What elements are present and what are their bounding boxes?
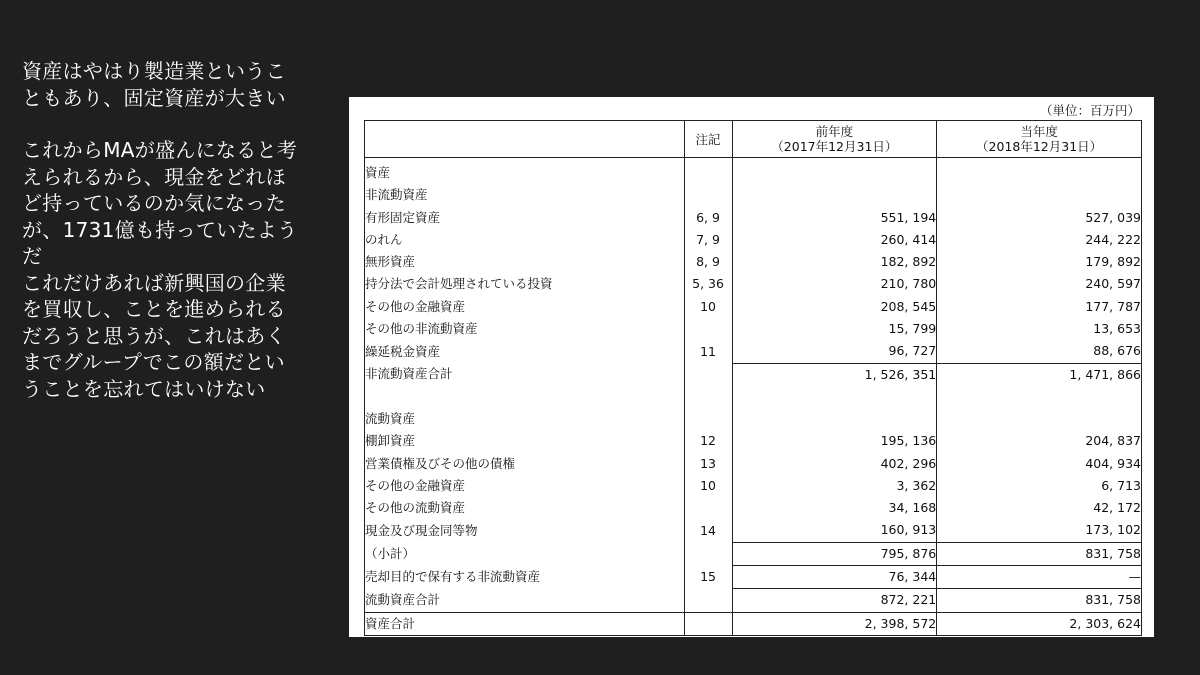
header-note: 注記 bbox=[684, 121, 732, 158]
table-row bbox=[365, 453, 1142, 475]
table-row bbox=[365, 296, 1142, 318]
row-curr-value: 831, 758 bbox=[937, 542, 1142, 565]
row-note bbox=[684, 386, 732, 408]
row-prev-value bbox=[732, 386, 937, 408]
row-note bbox=[684, 184, 732, 206]
row-curr-value: 204, 837 bbox=[937, 430, 1142, 452]
table-row bbox=[365, 229, 1142, 251]
row-note bbox=[684, 158, 732, 185]
row-curr-value: — bbox=[937, 566, 1142, 589]
table-row bbox=[365, 184, 1142, 206]
row-note: 13 bbox=[684, 453, 732, 475]
row-curr-value: 177, 787 bbox=[937, 296, 1142, 318]
row-prev-value: 872, 221 bbox=[732, 589, 937, 612]
row-label: のれん bbox=[365, 229, 685, 251]
row-note bbox=[684, 497, 732, 519]
row-note bbox=[684, 612, 732, 635]
row-label: 現金及び現金同等物 bbox=[365, 519, 685, 542]
row-label: 繰延税金資産 bbox=[365, 340, 685, 363]
row-curr-value: 831, 758 bbox=[937, 589, 1142, 612]
row-prev-value: 210, 780 bbox=[732, 273, 937, 295]
row-note: 11 bbox=[684, 340, 732, 363]
row-label: 流動資産 bbox=[365, 408, 685, 430]
row-prev-value: 96, 727 bbox=[732, 340, 937, 363]
header-curr-date: （2018年12月31日） bbox=[976, 139, 1103, 154]
row-label: 非流動資産 bbox=[365, 184, 685, 206]
row-prev-value: 160, 913 bbox=[732, 519, 937, 542]
row-note bbox=[684, 542, 732, 565]
row-prev-value: 795, 876 bbox=[732, 542, 937, 565]
table-row bbox=[365, 519, 1142, 542]
row-prev-value: 195, 136 bbox=[732, 430, 937, 452]
row-note: 14 bbox=[684, 519, 732, 542]
row-note: 8, 9 bbox=[684, 251, 732, 273]
row-prev-value: 3, 362 bbox=[732, 475, 937, 497]
row-curr-value: 13, 653 bbox=[937, 318, 1142, 340]
row-note: 10 bbox=[684, 296, 732, 318]
row-curr-value: 173, 102 bbox=[937, 519, 1142, 542]
row-prev-value: 34, 168 bbox=[732, 497, 937, 519]
row-label: 棚卸資産 bbox=[365, 430, 685, 452]
row-prev-value: 182, 892 bbox=[732, 251, 937, 273]
row-prev-value: 402, 296 bbox=[732, 453, 937, 475]
row-curr-value bbox=[937, 386, 1142, 408]
row-label: その他の金融資産 bbox=[365, 296, 685, 318]
note-paragraph-1: 資産はやはり製造業ということもあり、固定資産が大きい bbox=[22, 59, 286, 110]
table-row bbox=[365, 430, 1142, 452]
table-row bbox=[365, 408, 1142, 430]
row-curr-value: 179, 892 bbox=[937, 251, 1142, 273]
row-note: 12 bbox=[684, 430, 732, 452]
table-row bbox=[365, 340, 1142, 363]
row-curr-value bbox=[937, 408, 1142, 430]
row-label bbox=[365, 386, 685, 408]
table-row bbox=[365, 566, 1142, 589]
row-prev-value: 76, 344 bbox=[732, 566, 937, 589]
row-curr-value: 1, 471, 866 bbox=[937, 363, 1142, 386]
row-label: 資産 bbox=[365, 158, 685, 185]
row-curr-value: 404, 934 bbox=[937, 453, 1142, 475]
row-label: 営業債権及びその他の債権 bbox=[365, 453, 685, 475]
row-label: 流動資産合計 bbox=[365, 589, 685, 612]
row-label: 資産合計 bbox=[365, 612, 685, 635]
table-header-row bbox=[365, 121, 1142, 158]
table-row-subtotal bbox=[365, 542, 1142, 565]
balance-sheet-panel bbox=[349, 97, 1154, 637]
note-paragraph-3: これだけあれば新興国の企業を買収し、ことを進められるだろうと思うが、これはあくまでグループでこの額だということを忘れてはいけない bbox=[22, 270, 286, 401]
row-curr-value: 240, 597 bbox=[937, 273, 1142, 295]
row-note bbox=[684, 589, 732, 612]
commentary-text bbox=[22, 58, 300, 402]
row-curr-value: 88, 676 bbox=[937, 340, 1142, 363]
row-curr-value: 527, 039 bbox=[937, 207, 1142, 229]
row-note: 7, 9 bbox=[684, 229, 732, 251]
row-label: 無形資産 bbox=[365, 251, 685, 273]
header-curr-title: 当年度 bbox=[1020, 124, 1058, 139]
row-note bbox=[684, 363, 732, 386]
balance-sheet-table bbox=[364, 120, 1142, 636]
row-prev-value: 2, 398, 572 bbox=[732, 612, 937, 635]
table-row-subtotal bbox=[365, 363, 1142, 386]
row-prev-value: 260, 414 bbox=[732, 229, 937, 251]
header-prev-year bbox=[732, 121, 937, 158]
unit-label: （単位：百万円） bbox=[1039, 103, 1140, 118]
row-curr-value bbox=[937, 158, 1142, 185]
table-row bbox=[365, 318, 1142, 340]
row-curr-value: 42, 172 bbox=[937, 497, 1142, 519]
row-note: 5, 36 bbox=[684, 273, 732, 295]
row-curr-value: 6, 713 bbox=[937, 475, 1142, 497]
row-note bbox=[684, 408, 732, 430]
row-prev-value: 15, 799 bbox=[732, 318, 937, 340]
row-label: 非流動資産合計 bbox=[365, 363, 685, 386]
header-label-cell bbox=[365, 121, 685, 158]
row-prev-value bbox=[732, 184, 937, 206]
table-row-spacer bbox=[365, 386, 1142, 408]
table-row-total bbox=[365, 612, 1142, 635]
row-label: 持分法で会計処理されている投資 bbox=[365, 273, 685, 295]
table-row bbox=[365, 497, 1142, 519]
table-row-subtotal bbox=[365, 589, 1142, 612]
row-note bbox=[684, 318, 732, 340]
row-note: 15 bbox=[684, 566, 732, 589]
row-prev-value: 551, 194 bbox=[732, 207, 937, 229]
row-prev-value: 1, 526, 351 bbox=[732, 363, 937, 386]
row-label: その他の非流動資産 bbox=[365, 318, 685, 340]
row-label: その他の流動資産 bbox=[365, 497, 685, 519]
row-prev-value: 208, 545 bbox=[732, 296, 937, 318]
row-prev-value bbox=[732, 158, 937, 185]
row-label: 有形固定資産 bbox=[365, 207, 685, 229]
row-note: 6, 9 bbox=[684, 207, 732, 229]
header-prev-title: 前年度 bbox=[815, 124, 854, 139]
row-note: 10 bbox=[684, 475, 732, 497]
header-prev-date: （2017年12月31日） bbox=[771, 139, 898, 154]
table-row bbox=[365, 475, 1142, 497]
row-curr-value bbox=[937, 184, 1142, 206]
header-curr-year bbox=[937, 121, 1142, 158]
note-paragraph-2: これからMAが盛んになると考えられるから、現金をどれほど持っているのか気になったが、1731億も持っていたようだ bbox=[22, 138, 298, 268]
table-row bbox=[365, 158, 1142, 185]
row-label: 売却目的で保有する非流動資産 bbox=[365, 566, 685, 589]
row-label: その他の金融資産 bbox=[365, 475, 685, 497]
table-row bbox=[365, 207, 1142, 229]
table-row bbox=[365, 251, 1142, 273]
row-label: （小計） bbox=[365, 542, 685, 565]
row-prev-value bbox=[732, 408, 937, 430]
row-curr-value: 244, 222 bbox=[937, 229, 1142, 251]
table-row bbox=[365, 273, 1142, 295]
row-curr-value: 2, 303, 624 bbox=[937, 612, 1142, 635]
